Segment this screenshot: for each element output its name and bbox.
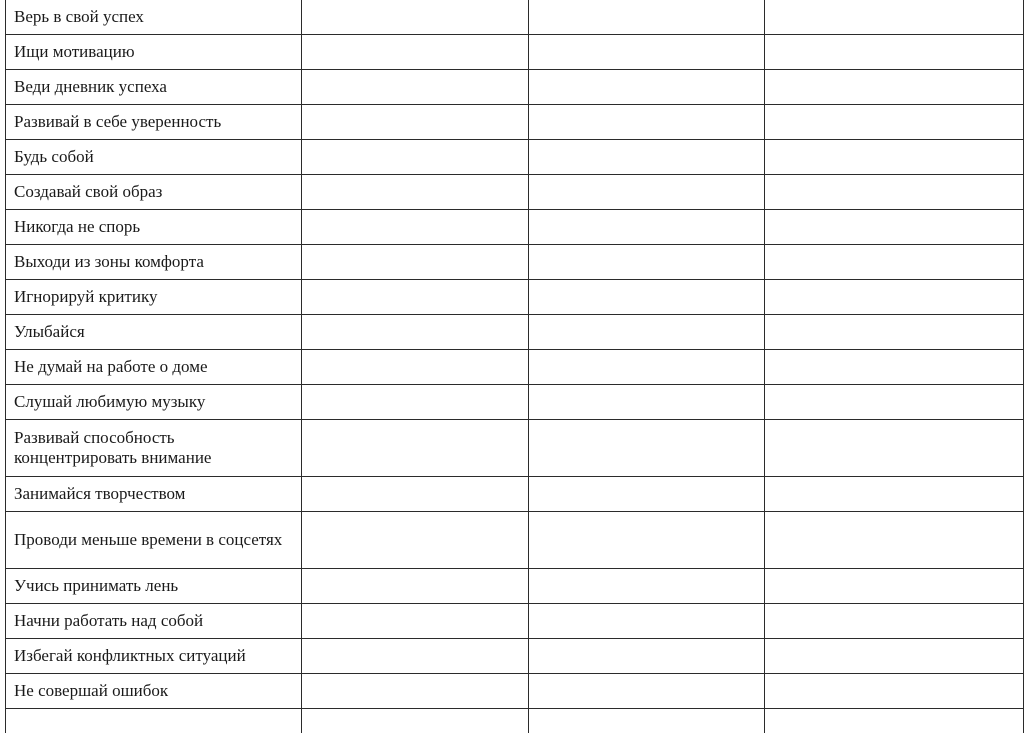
table-row xyxy=(6,385,1024,420)
empty-cell xyxy=(302,512,529,569)
empty-cell xyxy=(765,245,1024,280)
empty-cell xyxy=(528,385,765,420)
empty-cell xyxy=(765,639,1024,674)
table-row xyxy=(6,709,1024,733)
row-label-cell xyxy=(6,245,302,280)
row-label-cell xyxy=(6,210,302,245)
empty-cell xyxy=(302,385,529,420)
row-label-cell xyxy=(6,512,302,569)
table-row xyxy=(6,35,1024,70)
table-row xyxy=(6,70,1024,105)
empty-cell xyxy=(6,709,302,733)
empty-cell xyxy=(528,175,765,210)
row-label: Выходи из зоны комфорта xyxy=(14,252,204,271)
empty-cell xyxy=(765,0,1024,35)
table-row xyxy=(6,245,1024,280)
empty-cell xyxy=(302,105,529,140)
row-label: Развивай способность концентрировать внимание xyxy=(14,428,212,467)
table-row xyxy=(6,604,1024,639)
empty-cell xyxy=(765,420,1024,477)
empty-cell xyxy=(528,210,765,245)
empty-cell xyxy=(765,604,1024,639)
empty-cell xyxy=(302,175,529,210)
empty-cell xyxy=(765,569,1024,604)
row-label-cell xyxy=(6,105,302,140)
row-label-cell xyxy=(6,569,302,604)
empty-cell xyxy=(302,35,529,70)
empty-cell xyxy=(302,674,529,709)
empty-cell xyxy=(528,0,765,35)
empty-cell xyxy=(528,674,765,709)
row-label: Не совершай ошибок xyxy=(14,681,169,700)
table-row xyxy=(6,140,1024,175)
row-label-cell xyxy=(6,420,302,477)
empty-cell xyxy=(528,420,765,477)
empty-cell xyxy=(765,210,1024,245)
row-label-cell xyxy=(6,140,302,175)
empty-cell xyxy=(528,477,765,512)
row-label: Никогда не спорь xyxy=(14,217,141,236)
row-label: Игнорируй критику xyxy=(14,287,158,306)
empty-cell xyxy=(765,350,1024,385)
table-row xyxy=(6,569,1024,604)
row-label: Развивай в себе уверенность xyxy=(14,112,222,131)
row-label: Ищи мотивацию xyxy=(14,42,135,61)
empty-cell xyxy=(302,639,529,674)
empty-cell xyxy=(302,420,529,477)
row-label-cell xyxy=(6,604,302,639)
empty-cell xyxy=(302,280,529,315)
row-label: Учись принимать лень xyxy=(14,576,179,595)
empty-cell xyxy=(302,477,529,512)
empty-cell xyxy=(765,35,1024,70)
row-label: Веди дневник успеха xyxy=(14,77,167,96)
empty-cell xyxy=(528,709,765,733)
empty-cell xyxy=(302,140,529,175)
empty-cell xyxy=(302,70,529,105)
table-row xyxy=(6,350,1024,385)
table-row xyxy=(6,674,1024,709)
empty-cell xyxy=(765,140,1024,175)
row-label: Не думай на работе о доме xyxy=(14,357,208,376)
table-row xyxy=(6,477,1024,512)
empty-cell xyxy=(765,477,1024,512)
row-label-cell xyxy=(6,477,302,512)
row-label: Создавай свой образ xyxy=(14,182,163,201)
row-label: Слушай любимую музыку xyxy=(14,392,206,411)
empty-cell xyxy=(528,35,765,70)
empty-cell xyxy=(765,105,1024,140)
row-label-cell xyxy=(6,35,302,70)
empty-cell xyxy=(765,175,1024,210)
row-label-cell xyxy=(6,385,302,420)
row-label-cell xyxy=(6,674,302,709)
table-row xyxy=(6,210,1024,245)
row-label-cell xyxy=(6,70,302,105)
row-label: Проводи меньше времени в соцсетях xyxy=(14,530,283,549)
empty-cell xyxy=(765,674,1024,709)
row-label: Верь в свой успех xyxy=(14,7,144,26)
empty-cell xyxy=(302,350,529,385)
empty-cell xyxy=(528,140,765,175)
row-label: Избегай конфликтных ситуаций xyxy=(14,646,246,665)
table-row xyxy=(6,280,1024,315)
empty-cell xyxy=(765,280,1024,315)
empty-cell xyxy=(765,709,1024,733)
empty-cell xyxy=(528,315,765,350)
empty-cell xyxy=(302,569,529,604)
row-label-cell xyxy=(6,0,302,35)
empty-cell xyxy=(528,604,765,639)
row-label: Начни работать над собой xyxy=(14,611,204,630)
empty-cell xyxy=(528,280,765,315)
empty-cell xyxy=(528,512,765,569)
table-row xyxy=(6,512,1024,569)
row-label: Занимайся творчеством xyxy=(14,484,186,503)
empty-cell xyxy=(302,0,529,35)
row-label-cell xyxy=(6,280,302,315)
row-label-cell xyxy=(6,639,302,674)
row-label: Улыбайся xyxy=(14,322,85,341)
empty-cell xyxy=(302,245,529,280)
empty-cell xyxy=(302,604,529,639)
empty-cell xyxy=(302,709,529,733)
row-label-cell xyxy=(6,315,302,350)
row-label-cell xyxy=(6,175,302,210)
empty-cell xyxy=(765,512,1024,569)
empty-cell xyxy=(765,70,1024,105)
row-label-cell xyxy=(6,350,302,385)
table-row xyxy=(6,420,1024,477)
empty-cell xyxy=(528,70,765,105)
table-row xyxy=(6,105,1024,140)
empty-cell xyxy=(528,350,765,385)
empty-cell xyxy=(302,210,529,245)
table-row xyxy=(6,175,1024,210)
table-row xyxy=(6,639,1024,674)
table-row xyxy=(6,0,1024,35)
empty-cell xyxy=(302,315,529,350)
empty-cell xyxy=(765,315,1024,350)
habits-table xyxy=(5,0,1024,733)
empty-cell xyxy=(528,639,765,674)
empty-cell xyxy=(528,569,765,604)
empty-cell xyxy=(528,245,765,280)
table-row xyxy=(6,315,1024,350)
empty-cell xyxy=(765,385,1024,420)
empty-cell xyxy=(528,105,765,140)
row-label: Будь собой xyxy=(14,147,94,166)
